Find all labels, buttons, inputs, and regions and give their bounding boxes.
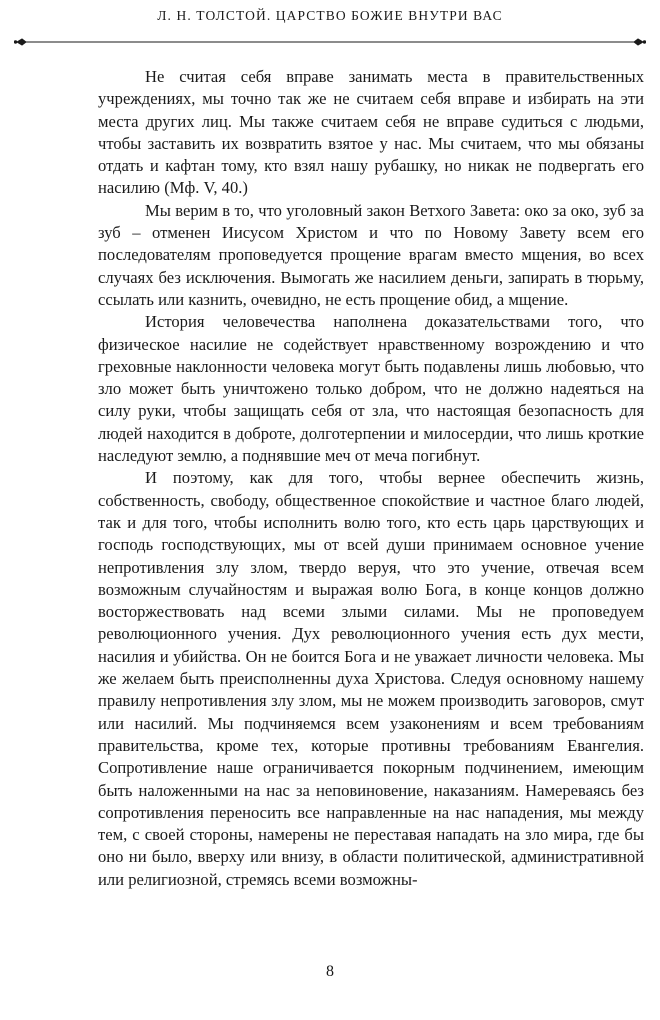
running-head: Л. Н. ТОЛСТОЙ. ЦАРСТВО БОЖИЕ ВНУТРИ ВАС [157, 8, 503, 23]
page-number: 8 [326, 963, 334, 980]
paragraph: И поэтому, как для того, чтобы вернее обеспечить жизнь, собственность, свободу, общественное спокойствие и частное благо людей, так и для того, чтобы исполнить волю того, кто есть царь царствующих и господь господствующих, мы от всей души принимаем основное учение непротивления злу злом, твердо веруя, что это учение, отвечая всем возможным случайностям и выражая волю Бога, в конце концов должно восторжествовать над всеми злыми силами. Мы не проповедуем революционного учения. Дух революционного учения есть дух мести, насилия и убийства. Он не боится Бога и не уважает личности человека. Мы же желаем быть преисполненны духа Христова. Следуя основному нашему правилу непротивления злу злом, мы не можем производить заговоров, смут или насилий. Мы подчиняемся всем узаконениям и всем требованиям правительства, кроме тех, которые противны требованиям Евангелия. Сопротивление наше ограничивается покорным подчинением, имеющим быть наложенными на нас за неповиновение, наказаниям. Намереваясь без сопротивления переносить все направленные на нас нападения, мы между тем, с своей стороны, намерены не переставая нападать на зло мира, где бы оно ни было, вверху или внизу, в области политической, административной или религиозной, стремясь всеми возможны- [98, 468, 644, 889]
paragraph: История человечества наполнена доказательствами того, что физическое насилие не содействует нравственному возрождению и что греховные наклонности человека могут быть подавлены лишь любовью, что зло может быть уничтожено только добром, что не должно надеяться на силу руки, чтобы защищать себя от зла, что настоящая безопасность для людей находится в доброте, долготерпении и милосердии, что лишь кроткие наследуют землю, а поднявшие меч от меча погибнут. [98, 312, 644, 466]
paragraph: Мы верим в то, что уголовный закон Ветхого Завета: око за око, зуб за зуб – отменен Иисусом Христом и что по Новому Завету всем его последователям проповедуется прощение врагам вместо мщения, во всех случаях без исключения. Вымогать же насилием деньги, запирать в тюрьму, ссылать или казнить, очевидно, не есть прощение обид, а мщение. [98, 200, 644, 309]
left-ornament-icon [14, 39, 26, 45]
header-rule [14, 36, 646, 48]
right-ornament-icon [634, 39, 646, 45]
body-text [98, 66, 644, 891]
paragraph: Не считая себя вправе занимать места в правительственных учреждениях, мы точно так же не считаем себя вправе и избирать на эти места других лиц. Мы также считаем себя не вправе судиться с людьми, чтобы заставить их возвратить взятое у нас. Мы считаем, что мы обязаны отдать и кафтан тому, кто взял нашу рубашку, но никак не подвергать его насилию (Мф. V, 40.) [98, 67, 644, 198]
